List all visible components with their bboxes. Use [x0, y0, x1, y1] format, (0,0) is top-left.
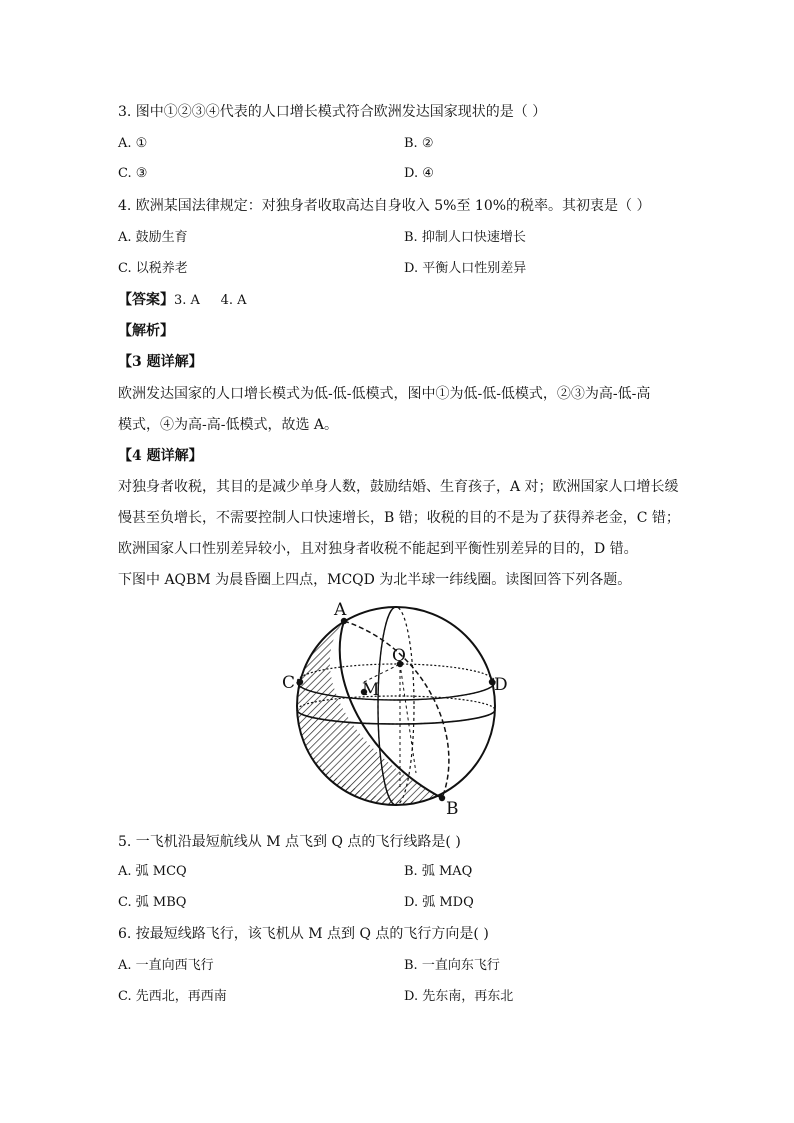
question-4-option-d: D. 平衡人口性别差异 [404, 261, 527, 276]
detail-4-label: 【4 题详解】 [118, 448, 203, 464]
question-3-stem: 3. 图中①②③④代表的人口增长模式符合欧洲发达国家现状的是（ ） [118, 104, 547, 120]
question-6-stem: 6. 按最短线路飞行，该飞机从 M 点到 Q 点的飞行方向是( ) [118, 926, 489, 942]
question-3-option-d: D. ④ [404, 166, 434, 181]
question-4-option-b: B. 抑制人口快速增长 [404, 230, 526, 245]
label-q: Q [392, 646, 406, 666]
answer-label: 【答案】 [118, 292, 174, 308]
answer-text: 3. A 4. A [174, 293, 247, 308]
point-b [439, 795, 445, 801]
question-4-stem: 4. 欧洲某国法律规定：对独身者收取高达自身收入 5%至 10%的税率。其初衷是（ ） [118, 198, 651, 214]
label-d: D [494, 675, 508, 695]
detail-3-line-2: 模式，④为高-高-低模式，故选 A。 [118, 417, 339, 433]
detail-4-line-2: 慢甚至负增长，不需要控制人口快速增长，B 错；收税的目的不是为了获得养老金，C 错； [118, 510, 680, 526]
question-6-option-b: B. 一直向东飞行 [404, 958, 500, 973]
question-6-option-a: A. 一直向西飞行 [118, 958, 214, 973]
question-5-option-c: C. 弧 MBQ [118, 895, 187, 910]
figure-intro: 下图中 AQBM 为晨昏圈上四点，MCQD 为北半球一纬线圈。读图回答下列各题。 [118, 572, 632, 588]
question-5-option-a: A. 弧 MCQ [118, 864, 187, 879]
label-a: A [334, 600, 347, 620]
question-4-option-c: C. 以税养老 [118, 261, 188, 276]
detail-4-line-1: 对独身者收税，其目的是减少单身人数，鼓励结婚、生育孩子，A 对；欧洲国家人口增长缓 [118, 479, 679, 495]
label-c: C [282, 673, 296, 693]
label-m: M [362, 680, 380, 700]
question-5-option-b: B. 弧 MAQ [404, 864, 473, 879]
question-5-option-d: D. 弧 MDQ [404, 895, 474, 910]
point-c [297, 679, 303, 685]
question-6-option-c: C. 先西北，再西南 [118, 989, 227, 1004]
question-3-option-a: A. ① [118, 136, 148, 151]
detail-3-label: 【3 题详解】 [118, 354, 203, 370]
globe-diagram [276, 598, 522, 820]
night-region-main [297, 621, 442, 809]
question-4-option-a: A. 鼓励生育 [118, 230, 188, 245]
detail-4-line-3: 欧洲国家人口性别差异较小，且对独身者收税不能起到平衡性别差异的目的，D 错。 [118, 541, 638, 557]
detail-3-line-1: 欧洲发达国家的人口增长模式为低-低-低模式，图中①为低-低-低模式，②③为高-低-高 [118, 386, 651, 402]
label-b: B [446, 799, 459, 819]
answer-line [118, 290, 247, 311]
analysis-label: 【解析】 [118, 323, 174, 339]
question-3-option-c: C. ③ [118, 166, 148, 181]
question-3-option-b: B. ② [404, 136, 434, 151]
question-5-stem: 5. 一飞机沿最短航线从 M 点飞到 Q 点的飞行线路是( ) [118, 834, 461, 850]
question-6-option-d: D. 先东南，再东北 [404, 989, 514, 1004]
